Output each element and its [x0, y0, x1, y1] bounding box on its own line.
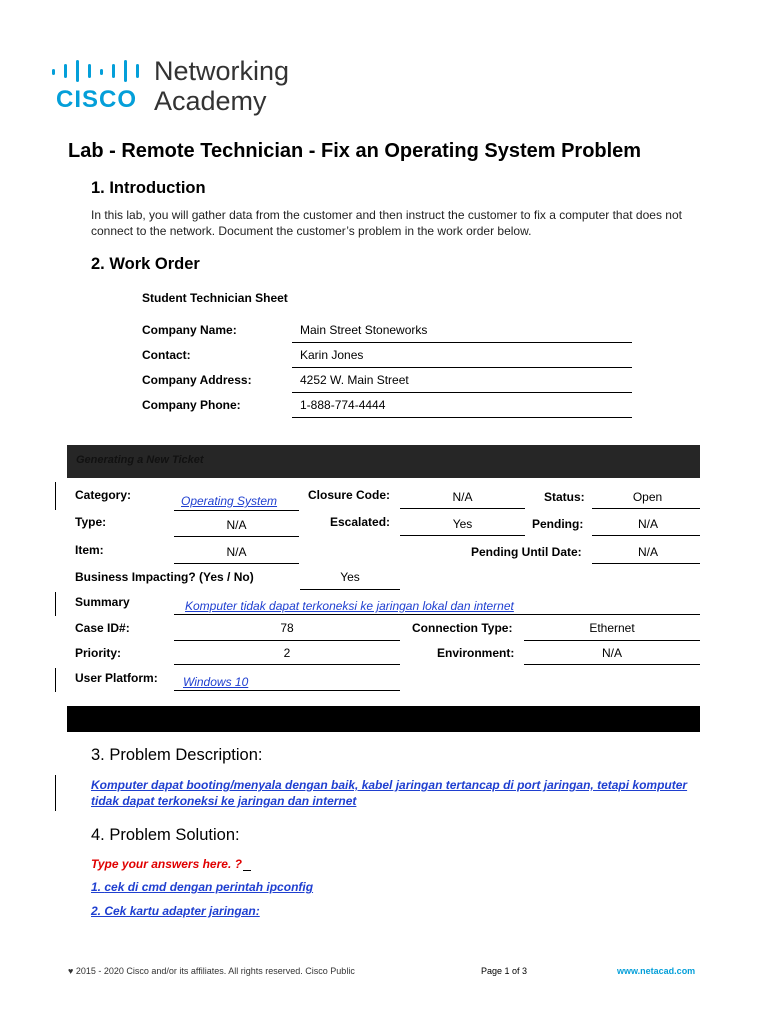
divider — [174, 536, 299, 537]
divider — [592, 508, 700, 509]
divider — [292, 417, 632, 418]
divider — [292, 367, 632, 368]
revision-mark — [55, 775, 56, 811]
pending-until-label: Pending Until Date: — [471, 545, 582, 559]
environment-value[interactable]: N/A — [601, 646, 622, 660]
priority-value[interactable]: 2 — [283, 646, 291, 660]
divider — [174, 690, 400, 691]
case-id-value[interactable]: 78 — [280, 621, 294, 635]
type-label: Type: — [75, 515, 107, 529]
escalated-value[interactable]: Yes — [452, 517, 473, 531]
company-address-value[interactable]: 4252 W. Main Street — [300, 373, 409, 387]
company-phone-value[interactable]: 1-888-774-4444 — [300, 398, 386, 412]
type-value[interactable]: N/A — [226, 518, 247, 532]
category-value[interactable]: Operating System — [181, 494, 278, 508]
company-address-label: Company Address: — [142, 373, 252, 387]
revision-mark — [55, 482, 56, 510]
divider — [174, 640, 400, 641]
revision-mark — [55, 668, 56, 692]
revision-mark — [55, 592, 56, 616]
divider — [243, 870, 251, 871]
divider — [174, 614, 700, 615]
company-phone-label: Company Phone: — [142, 398, 241, 412]
divider — [524, 640, 700, 641]
solution-step-2[interactable]: 2. Cek kartu adapter jaringan: — [91, 904, 260, 918]
escalated-label: Escalated: — [330, 515, 391, 529]
user-platform-value[interactable]: Windows 10 — [183, 675, 249, 689]
item-label: Item: — [75, 543, 104, 557]
closure-code-label: Closure Code: — [308, 488, 391, 502]
divider — [592, 535, 700, 536]
divider — [292, 342, 632, 343]
status-value[interactable]: Open — [632, 490, 663, 504]
divider — [174, 664, 400, 665]
divider — [292, 392, 632, 393]
user-platform-label: User Platform: — [75, 671, 158, 685]
environment-label: Environment: — [437, 646, 515, 660]
divider — [400, 535, 525, 536]
brand-networking: Networking — [154, 56, 290, 86]
solution-step-1-text: cek di cmd dengan perintah ipconfig — [104, 880, 314, 894]
case-id-label: Case ID#: — [75, 621, 130, 635]
closure-code-value[interactable]: N/A — [452, 490, 473, 504]
business-impacting-value[interactable]: Yes — [340, 570, 360, 584]
work-order-heading: 2. Work Order — [91, 255, 200, 273]
summary-label: Summary — [75, 595, 130, 609]
status-label: Status: — [544, 490, 585, 504]
problem-description-heading: 3. Problem Description: — [91, 746, 263, 764]
divider — [174, 510, 299, 511]
footer-copyright: ♥ 2015 - 2020 Cisco and/or its affiliates. All rights reserved. Cisco Public — [68, 966, 355, 976]
pending-label: Pending: — [532, 517, 584, 531]
divider — [174, 563, 299, 564]
intro-text: In this lab, you will gather data from the customer and then instruct the customer to fix a computer that does not connect to the network. Document the customer’s problem in the work order below. — [91, 208, 682, 238]
company-name-label: Company Name: — [142, 323, 237, 337]
problem-description-text[interactable]: Komputer dapat booting/menyala dengan baik, kabel jaringan tertancap di port jaringan, tetapi komputer tidak dapat terkoneksi ke jaringan dan internet — [91, 778, 688, 808]
problem-solution-heading: 4. Problem Solution: — [91, 826, 240, 844]
divider — [400, 508, 525, 509]
business-impacting-label: Business Impacting? (Yes / No) — [75, 570, 254, 584]
category-label: Category: — [75, 488, 132, 502]
priority-label: Priority: — [75, 646, 122, 660]
intro-heading: 1. Introduction — [91, 179, 206, 197]
footer-page-number: Page 1 of 3 — [481, 966, 528, 976]
divider — [300, 589, 400, 590]
footer-url-link[interactable]: www.netacad.com — [617, 966, 696, 976]
solution-step-1[interactable] — [91, 879, 313, 895]
ticket-banner — [67, 445, 700, 478]
contact-label: Contact: — [142, 348, 191, 362]
summary-value[interactable]: Komputer tidak dapat terkoneksi ke jaringan lokal dan internet — [185, 599, 514, 613]
item-value[interactable]: N/A — [226, 545, 247, 559]
company-name-value[interactable]: Main Street Stoneworks — [300, 323, 428, 337]
pending-value[interactable]: N/A — [637, 517, 658, 531]
ticket-banner-text: Generating a New Ticket — [76, 454, 204, 466]
brand-academy: Academy — [154, 86, 267, 116]
contact-value[interactable]: Karin Jones — [300, 348, 364, 362]
cisco-logo-text: CISCO — [56, 86, 138, 113]
solution-step-1-number: 1. — [91, 880, 102, 894]
sheet-title: Student Technician Sheet — [142, 291, 288, 305]
divider — [524, 664, 700, 665]
divider — [592, 563, 700, 564]
answer-prompt: Type your answers here. ? — [91, 857, 242, 871]
cisco-bars-icon — [52, 60, 142, 82]
connection-type-label: Connection Type: — [412, 621, 513, 635]
pending-until-value[interactable]: N/A — [637, 545, 658, 559]
connection-type-value[interactable]: Ethernet — [589, 621, 635, 635]
ticket-footer-bar — [67, 706, 700, 732]
page-title: Lab - Remote Technician - Fix an Operating System Problem — [68, 140, 642, 162]
